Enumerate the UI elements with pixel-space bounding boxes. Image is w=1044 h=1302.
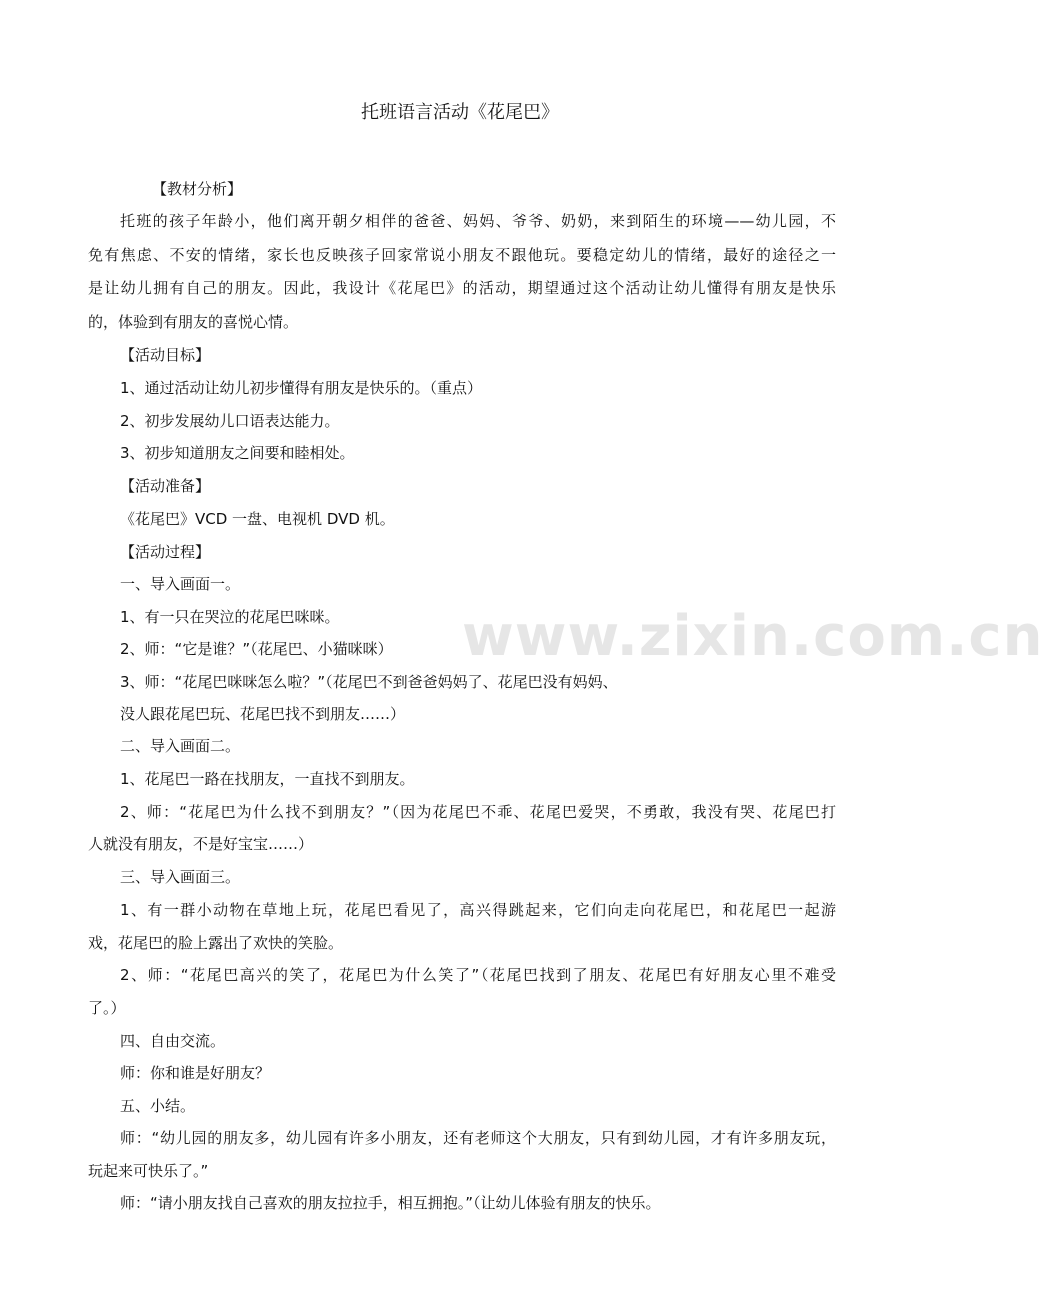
list-item: 2、师：“花尾巴为什么找不到朋友？”（因为花尾巴不乖、花尾巴爱哭，不勇敢，我没有哭、花尾巴打 bbox=[120, 803, 836, 821]
list-item: 3、师：“花尾巴咪咪怎么啦？”（花尾巴不到爸爸妈妈了、花尾巴没有妈妈、 bbox=[120, 673, 618, 691]
list-item: 没人跟花尾巴玩、花尾巴找不到朋友……） bbox=[120, 705, 406, 723]
paragraph-line: 戏，花尾巴的脸上露出了欢快的笑脸。 bbox=[88, 934, 344, 952]
paragraph-line: 人就没有朋友，不是好宝宝……） bbox=[88, 835, 314, 853]
paragraph-line: 的，体验到有朋友的喜悦心情。 bbox=[88, 313, 299, 331]
watermark: www.zixin.com.cn bbox=[462, 604, 1044, 669]
section-heading: 【活动准备】 bbox=[120, 477, 211, 495]
step-heading: 四、自由交流。 bbox=[120, 1032, 226, 1050]
paragraph-line: 免有焦虑、不安的情绪，家长也反映孩子回家常说小朋友不跟他玩。要稳定幼儿的情绪，最好的途径之一 bbox=[88, 246, 836, 264]
paragraph-line: 师：你和谁是好朋友？ bbox=[120, 1064, 271, 1082]
list-item: 2、初步发展幼儿口语表达能力。 bbox=[120, 412, 340, 430]
step-heading: 一、导入画面一。 bbox=[120, 575, 241, 593]
section-heading: 【教材分析】 bbox=[152, 180, 243, 198]
section-heading: 【活动目标】 bbox=[120, 346, 211, 364]
list-item: 1、通过活动让幼儿初步懂得有朋友是快乐的。（重点） bbox=[120, 379, 483, 397]
paragraph-line: 《花尾巴》VCD 一盘、电视机 DVD 机。 bbox=[120, 510, 395, 528]
step-heading: 五、小结。 bbox=[120, 1097, 196, 1115]
document-title: 托班语言活动《花尾巴》 bbox=[361, 102, 559, 123]
list-item: 1、有一只在哭泣的花尾巴咪咪。 bbox=[120, 608, 340, 626]
list-item: 2、师：“它是谁？”（花尾巴、小猫咪咪） bbox=[120, 640, 393, 658]
list-item: 2、师：“花尾巴高兴的笑了，花尾巴为什么笑了”（花尾巴找到了朋友、花尾巴有好朋友心里不难受 bbox=[120, 966, 836, 984]
paragraph-line: 玩起来可快乐了。” bbox=[88, 1162, 209, 1180]
step-heading: 三、导入画面三。 bbox=[120, 868, 241, 886]
paragraph-line: 是让幼儿拥有自己的朋友。因此，我设计《花尾巴》的活动，期望通过这个活动让幼儿懂得有朋友是快乐 bbox=[88, 279, 836, 297]
paragraph-line: 师：“请小朋友找自己喜欢的朋友拉拉手，相互拥抱。”（让幼儿体验有朋友的快乐。 bbox=[120, 1194, 661, 1212]
section-heading: 【活动过程】 bbox=[120, 543, 211, 561]
paragraph-line: 师：“幼儿园的朋友多，幼儿园有许多小朋友，还有老师这个大朋友，只有到幼儿园，才有许多朋友玩， bbox=[120, 1129, 836, 1147]
paragraph-line: 托班的孩子年龄小，他们离开朝夕相伴的爸爸、妈妈、爷爷、奶奶，来到陌生的环境——幼儿园，不 bbox=[120, 212, 836, 230]
step-heading: 二、导入画面二。 bbox=[120, 737, 241, 755]
list-item: 1、花尾巴一路在找朋友，一直找不到朋友。 bbox=[120, 770, 415, 788]
list-item: 1、有一群小动物在草地上玩，花尾巴看见了，高兴得跳起来，它们向走向花尾巴，和花尾巴一起游 bbox=[120, 901, 836, 919]
paragraph-line: 了。） bbox=[88, 999, 126, 1017]
list-item: 3、初步知道朋友之间要和睦相处。 bbox=[120, 444, 355, 462]
